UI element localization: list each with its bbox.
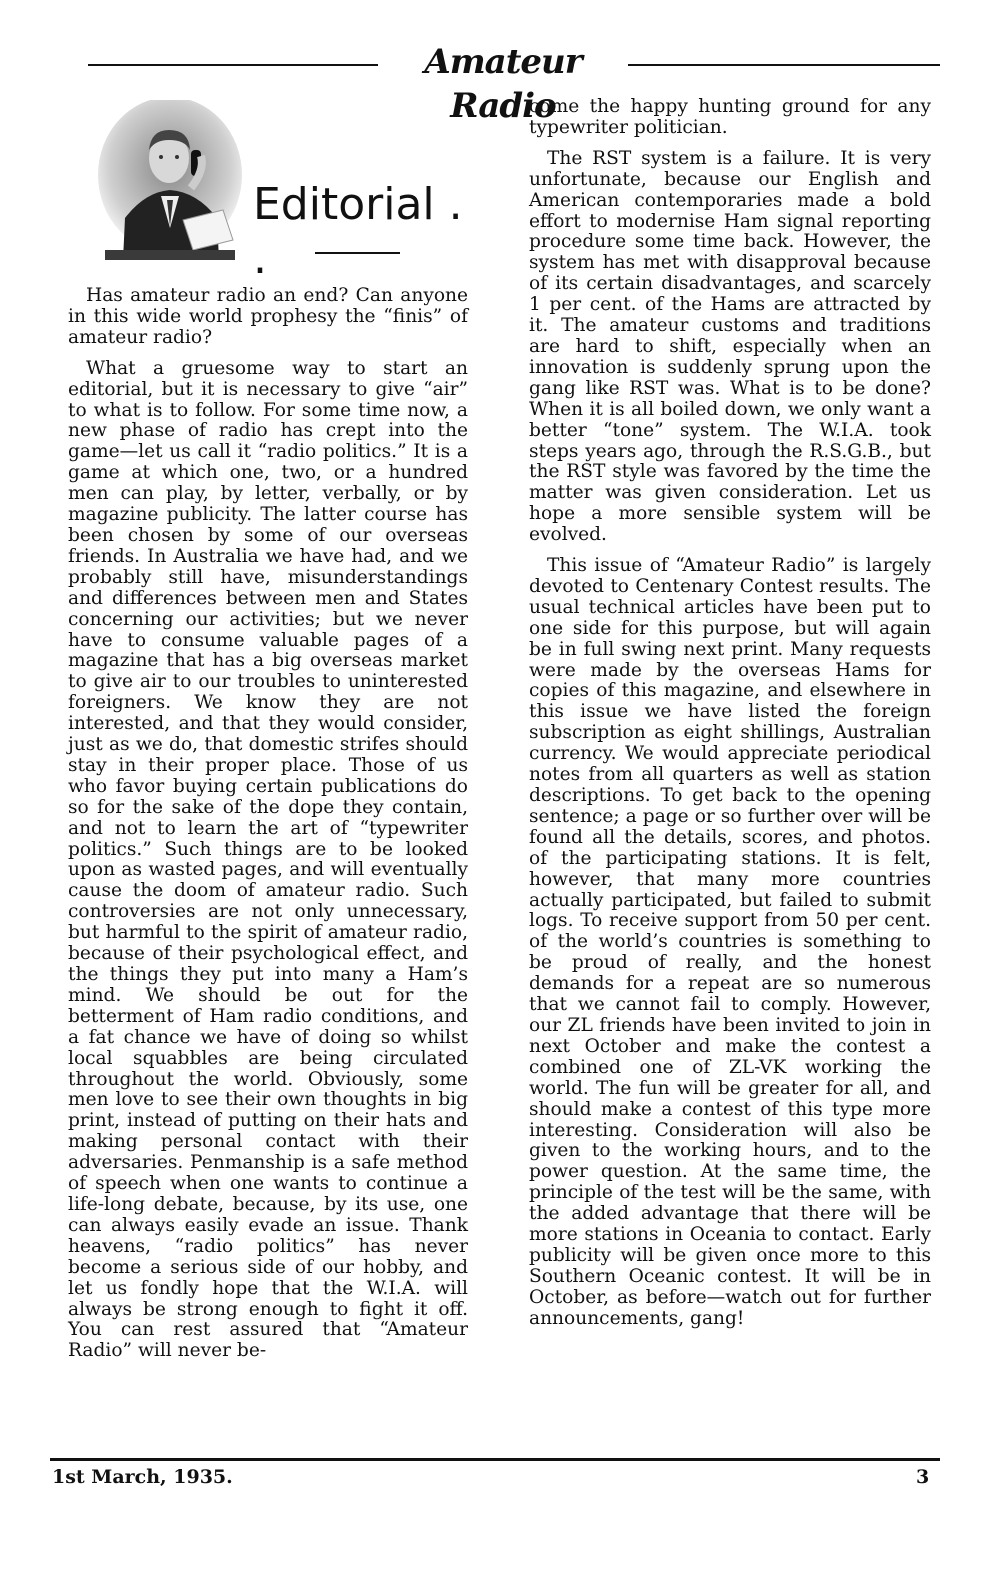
left-paragraph-2: What a gruesome way to start an editorial, but it is necessary to give “air” to what is to follow. For some time now, a new phase of radio has crept into the game—let us call it “radio politics.” It is a game at which one, two, or a hundred men can play, by letter, verbally, or by magazine publicity. The latter course has been chosen by some of our overseas friends. In Australia we have had, and we probably still have, misunderstandings and differences between men and States concerning our activities; but we never have to consume valuable pages of a magazine that has a big overseas market to give air to our troubles to uninterested foreigners. We know they are not interested, and that they would consider, just as we do, that domestic strifes should stay in their proper place. Those of us who favor buying certain publications do so for the sake of the dope they contain, and not to learn the art of “typewriter politics.” Such things are to be looked upon as wasted pages, and will eventually cause the doom of amateur radio. Such controversies are not only unnecessary, but harmful to the spirit of amateur radio, because of their psychological effect, and the things they put into many a Ham’s mind. We should be out for the betterment of Ham radio conditions, and a fat chance we have of doing so whilst local squabbles are being circulated throughout the world. Obviously, some men love to see their own thoughts in big print, instead of putting on their hats and making personal contact with their adversaries. Penmanship is a safe method of speech when one wants to continue a life-long debate, because, by its use, one can always easily evade an issue. Thank heavens, “radio politics” has never become a serious side of our hobby, and let us fondly hope that the W.I.A. will always be strong enough to fight it off. You can rest assured that “Amateur Radio” will never be- [68, 357, 468, 1362]
editor-portrait-photo [95, 100, 245, 260]
right-text-column [529, 97, 931, 1330]
masthead-rule-left [88, 64, 378, 66]
footer-rule [50, 1458, 940, 1461]
masthead-title: Amateur Radio [424, 42, 582, 126]
left-text-column [68, 286, 468, 1362]
editorial-heading-block [95, 100, 475, 284]
masthead-rule-right [628, 64, 940, 66]
right-paragraph-1: come the happy hunting ground for any typewriter politician. [529, 96, 931, 138]
editorial-rule [315, 252, 400, 254]
right-paragraph-3: This issue of “Amateur Radio” is largely devoted to Centenary Contest results. The usual technical articles have been put to one side for this purpose, but will again be in full swing next print. Many requests were made by the overseas Hams for copies of this magazine, and elsewhere in this issue we have listed the foreign subscription as eight shillings, Australian currency. We would appreciate periodical notes from all quarters as well as station descriptions. To get back to the opening sentence; a page or so further over will be found all the details, scores, and photos. of the participating stations. It is felt, however, that many more countries actually participated, but failed to submit logs. To receive support from 50 per cent. of the world’s countries is something to be proud of really, and the honest demands for a repeat are so numerous that we cannot fail to comply. However, our ZL friends have been invited to join in next October and make the contest a combined one of ZL-VK working the world. The fun will be greater for all, and should make a contest of this type more interesting. Consideration will also be given to the working hours, and to the power question. At the same time, the principle of the test will be the same, with the added advantage that there will be more stations in Oceania to contact. Early publicity will be given once more to this Southern Oceanic contest. It will be in October, as before—watch out for further announcements, gang! [529, 555, 931, 1329]
page-number: 3 [916, 1466, 930, 1488]
editorial-title: Editorial . . [253, 179, 463, 284]
left-paragraph-1: Has amateur radio an end? Can anyone in this wide world prophesy the “finis” of amateur radio? [68, 285, 468, 348]
right-paragraph-2: The RST system is a failure. It is very unfortunate, because our English and American contemporaries made a bold effort to modernise Ham signal reporting procedure some time back. However, the system has met with disapproval because of its certain disadvantages, and scarcely 1 per cent. of the Hams are attracted by it. The amateur customs and traditions are hard to shift, especially when an innovation is suddenly sprung upon the gang like RST was. What is to be done? When it is all boiled down, we only want a better “tone” system. The W.I.A. took steps years ago, through the R.S.G.B., but the RST style was favored by the time the matter was given consideration. Let us hope a more sensible system will be evolved. [529, 147, 931, 546]
issue-date: 1st March, 1935. [52, 1466, 233, 1488]
